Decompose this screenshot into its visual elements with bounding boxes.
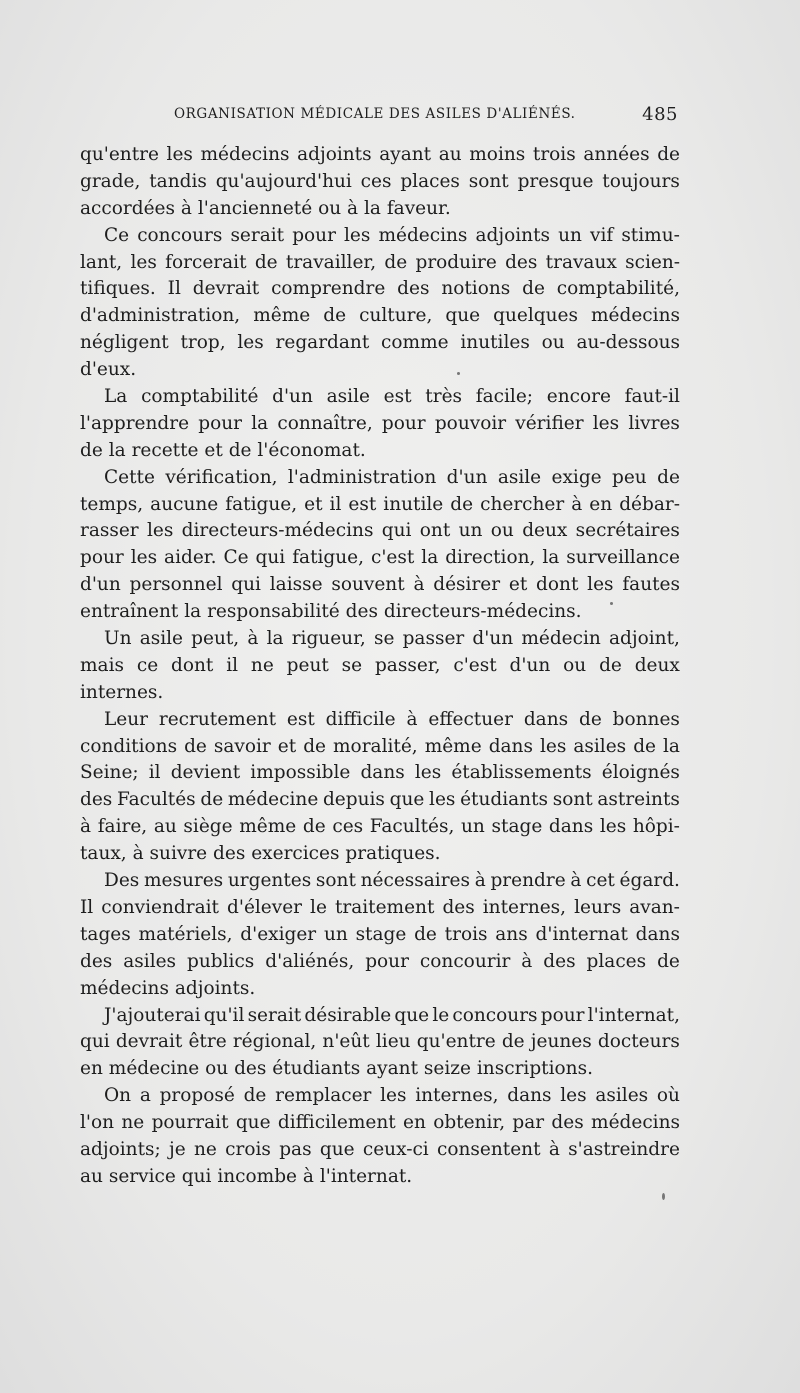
text-line: pour les aider. Ce qui fatigue, c'est la direction, la surveillance [80, 547, 680, 569]
running-head-title: ORGANISATION MÉDICALE DES ASILES D'ALIÉNÉS. [174, 106, 576, 122]
paragraph [80, 1003, 680, 1084]
text-line: au service qui incombe à l'internat. [80, 1165, 413, 1187]
page-number: 485 [642, 104, 678, 125]
text-line: grade, tandis qu'aujourd'hui ces places sont presque toujours [80, 170, 680, 192]
text-line: On a proposé de remplacer les internes, dans les asiles où [104, 1085, 680, 1107]
text-line: J'ajouterai qu'il serait désirable que le concours pour l'internat, [104, 1004, 680, 1026]
text-line: La comptabilité d'un asile est très facile; encore faut-il [104, 386, 680, 408]
ink-speck [662, 1193, 665, 1200]
text-line: adjoints; je ne crois pas que ceux-ci consentent à s'astreindre [80, 1138, 680, 1160]
text-line: médecins adjoints. [80, 977, 256, 999]
text-line: qu'entre les médecins adjoints ayant au moins trois années de [80, 144, 680, 165]
paragraph [80, 384, 680, 465]
text-line: d'administration, même de culture, que quelques médecins [80, 305, 680, 327]
ink-speck [457, 372, 460, 375]
text-line: Seine; il devient impossible dans les établissements éloignés [80, 762, 680, 784]
paragraph [80, 465, 680, 626]
text-line: Ce concours serait pour les médecins adjoints un vif stimu- [104, 224, 680, 246]
text-line: d'eux. [80, 359, 137, 381]
text-line: internes. [80, 681, 164, 703]
paragraph [80, 223, 680, 384]
text-line: l'on ne pourrait que difficilement en obtenir, par des médecins [80, 1112, 680, 1134]
text-line: l'apprendre pour la connaître, pour pouvoir vérifier les livres [80, 412, 680, 434]
paragraph [80, 1083, 680, 1191]
text-line: rasser les directeurs-médecins qui ont un ou deux secrétaires [80, 520, 680, 542]
text-line: Il conviendrait d'élever le traitement des internes, leurs avan- [80, 896, 680, 918]
text-line: d'un personnel qui laisse souvent à désirer et dont les fautes [80, 574, 680, 596]
text-line: Des mesures urgentes sont nécessaires à prendre à cet égard. [104, 870, 680, 892]
paragraph [80, 707, 680, 868]
ink-speck [610, 602, 613, 605]
text-line: des asiles publics d'aliénés, pour concourir à des places de [80, 950, 680, 972]
paragraph [80, 868, 680, 1002]
text-line: Cette vérification, l'administration d'un asile exige peu de [104, 466, 680, 488]
running-head [80, 104, 680, 128]
text-line: temps, aucune fatigue, et il est inutile de chercher à en débar- [80, 493, 680, 515]
text-line: entraînent la responsabilité des directeurs-médecins. [80, 601, 582, 623]
text-line: taux, à suivre des exercices pratiques. [80, 843, 441, 865]
text-line: tifiques. Il devrait comprendre des notions de comptabilité, [80, 278, 680, 300]
text-line: Leur recrutement est difficile à effectuer dans de bonnes [104, 708, 680, 730]
text-line: qui devrait être régional, n'eût lieu qu'entre de jeunes docteurs [80, 1031, 680, 1053]
paragraph [80, 626, 680, 707]
text-line: tages matériels, d'exiger un stage de trois ans d'internat dans [80, 923, 680, 945]
text-line: accordées à l'ancienneté ou à la faveur. [80, 197, 451, 219]
paragraph [80, 142, 680, 223]
text-line: conditions de savoir et de moralité, même dans les asiles de la [80, 735, 680, 757]
text-line: mais ce dont il ne peut se passer, c'est d'un ou de deux [80, 654, 680, 676]
text-line: Un asile peut, à la rigueur, se passer d'un médecin adjoint, [104, 628, 680, 650]
body-text [80, 142, 680, 1191]
text-line: à faire, au siège même de ces Facultés, un stage dans les hôpi- [80, 816, 680, 838]
text-line: des Facultés de médecine depuis que les étudiants sont astreints [80, 789, 680, 811]
text-line: en médecine ou des étudiants ayant seize inscriptions. [80, 1058, 593, 1080]
text-line: lant, les forcerait de travailler, de produire des travaux scien- [80, 251, 680, 273]
text-line: de la recette et de l'économat. [80, 439, 366, 461]
text-line: négligent trop, les regardant comme inutiles ou au-dessous [80, 332, 680, 354]
